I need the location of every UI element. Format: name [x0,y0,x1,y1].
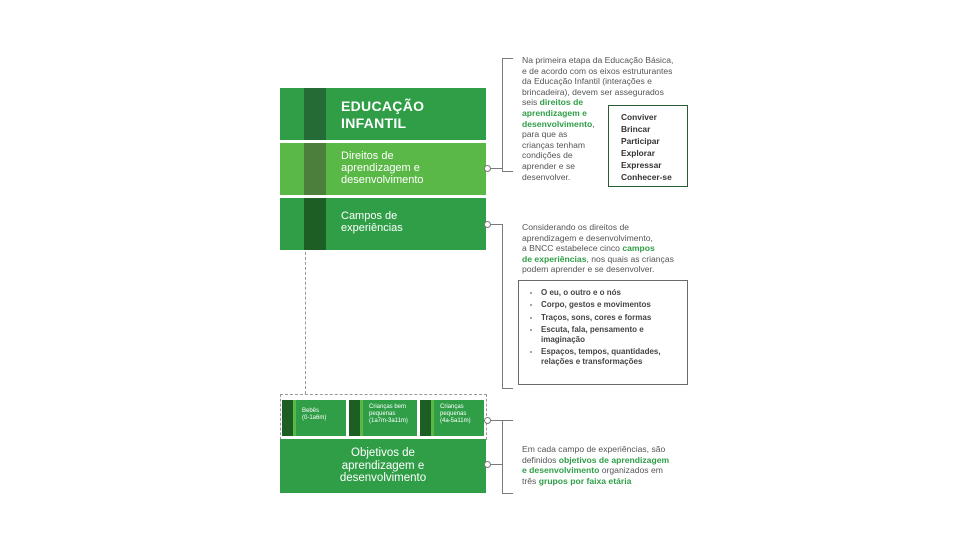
objetivos-banner [280,439,486,493]
connector-dot-2 [484,221,491,228]
direitos-list-box [608,105,688,187]
direitos-line-1: Direitos de [341,150,394,162]
age-fold-left [420,400,431,436]
para2-line: Considerando os direitos de [522,222,630,232]
campo-item: • O eu, o outro e o nós [541,288,679,298]
para1-line: crianças tenham [522,139,586,150]
campos-line-2: experiências [341,222,403,234]
direito-item: Brincar [621,124,651,134]
age-group-bem-pequenas [349,400,417,436]
para2-text: , nos quais as crianças [586,253,674,264]
direito-item: Conhecer-se [621,172,672,182]
age-line-3: (1a7m-3a11m) [369,418,408,424]
banner-fold-left [280,88,304,140]
age-line-2: (0-1a6m) [302,415,327,421]
direito-item: Explorar [621,148,655,158]
campos-list-box [518,280,688,385]
age-fold-left [349,400,360,436]
age-fold-right [431,400,434,436]
age-label [369,404,408,425]
para1-line: para que as [522,129,568,140]
para3-highlight: objetivos de aprendizagem [558,454,670,465]
bracket-2 [502,224,513,389]
campo-item: • Traços, sons, cores e formas [541,313,679,323]
bracket-3 [502,420,513,494]
age-line-2: pequenas [369,411,396,417]
campos-banner [280,198,486,250]
campos-line-1: Campos de [341,210,398,222]
para2-highlight: campos [622,243,655,254]
para1-line: e de acordo com os eixos estruturantes [522,65,673,76]
para3-line: Em cada campo de experiências, são [522,444,666,454]
para1-line: condições de [522,150,573,161]
title-line-2: INFANTIL [341,115,407,131]
para1-line: brincadeira), devem ser assegurados [522,86,664,97]
para2-line: aprendizagem e desenvolvimento, [522,232,653,243]
direito-item: Participar [621,136,660,146]
direito-item: Conviver [621,112,657,122]
connector-dot-4 [484,461,491,468]
banner-fold-right [304,88,326,140]
objetivos-label [280,447,486,485]
para1-line: Na primeira etapa da Educação Básica, [522,55,674,65]
para1-text: , [592,118,595,129]
campos-paragraph [522,222,674,275]
direito-item: Expressar [621,160,662,170]
para3-highlight: grupos por faixa etária [538,475,632,486]
objetivos-line-2: aprendizagem e [341,459,425,472]
campos-label [341,210,482,234]
age-group-bebes [282,400,346,436]
objetivos-line-3: desenvolvimento [339,472,427,484]
para1-line: aprender e se [522,160,576,171]
age-line-1: Crianças bem [369,404,407,410]
banner-fold-right [304,198,326,250]
title-line-1: EDUCAÇÃO [341,98,425,114]
banner-fold-right [304,143,326,195]
dashed-connector [305,252,306,394]
para3-text: três [522,475,539,486]
age-label [440,404,471,425]
campos-list [529,288,679,367]
bracket-1 [502,58,513,172]
para2-line: podem aprender e se desenvolver. [522,264,655,275]
educacao-infantil-title [341,98,482,132]
direitos-banner [280,143,486,195]
para2-highlight: de experiências [522,253,587,264]
age-fold-left [282,400,293,436]
objetivos-line-1: Objetivos de [351,447,415,459]
objetivos-paragraph [522,444,669,486]
campo-item: • Corpo, gestos e movimentos [541,300,679,310]
campo-item: • Escuta, fala, pensamento e imaginação [541,325,679,345]
direitos-line-3: desenvolvimento [341,174,424,186]
para1-line: desenvolver. [522,171,571,182]
para2-line [522,254,674,265]
educacao-infantil-banner [280,88,486,140]
age-line-3: (4a-5a11m) [440,418,471,424]
banner-fold-left [280,143,304,195]
para3-text: definidos [522,454,559,465]
para3-line [522,465,669,476]
connector-dot-3 [484,417,491,424]
direitos-line-2: aprendizagem e [341,162,420,174]
age-line-1: Crianças [440,404,464,410]
banner-fold-left [280,198,304,250]
connector-dot-1 [484,165,491,172]
para3-line [522,455,669,466]
para1-highlight: aprendizagem e [522,107,587,118]
para1-line: da Educação Infantil (interações e [522,76,652,87]
age-fold-right [293,400,296,436]
age-group-pequenas [420,400,484,436]
para2-line [522,243,674,254]
campo-item: • Espaços, tempos, quantidades, relações e transformações [541,347,679,367]
para1-text: seis [522,97,540,108]
para2-text: a BNCC estabelece cinco [522,243,623,254]
para3-highlight: e desenvolvimento [522,465,600,476]
age-line-1: Bebês [302,408,320,414]
age-fold-right [360,400,363,436]
age-line-2: pequenas [440,411,467,417]
para1-highlight: desenvolvimento [522,118,593,129]
para1-highlight: direitos de [539,97,584,108]
para3-line [522,476,669,487]
direitos-label [341,150,482,186]
para3-text: organizados em [599,465,663,476]
age-label [302,408,326,422]
